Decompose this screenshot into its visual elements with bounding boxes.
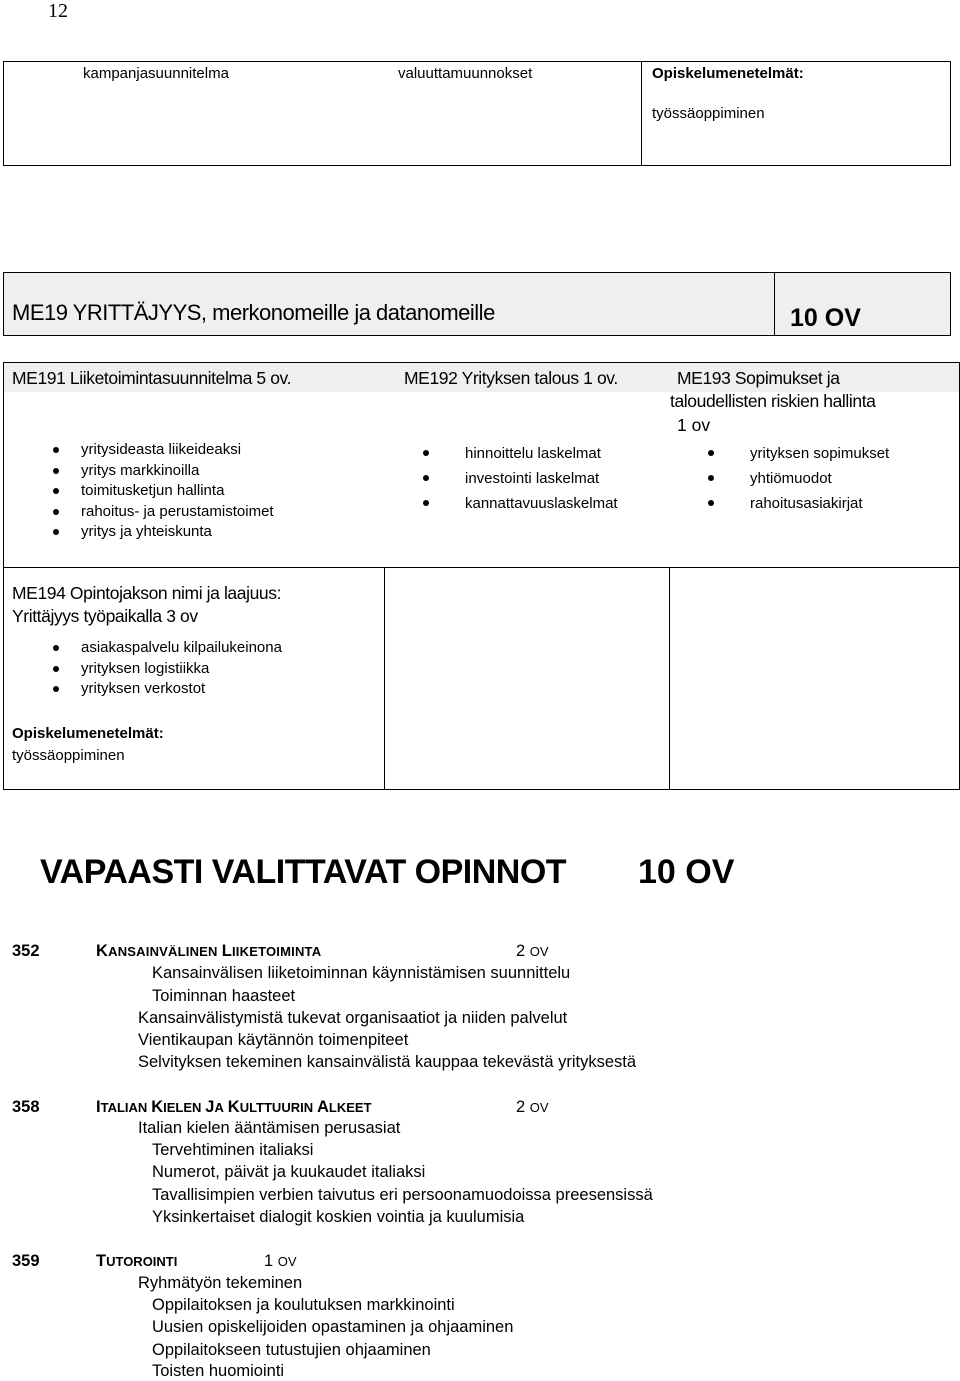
course-358-code: 358 — [12, 1098, 40, 1116]
me194-title-line2: Yrittäjyys työpaikalla 3 ov — [12, 606, 198, 626]
bullet-icon — [53, 686, 59, 692]
list-item: rahoitusasiakirjat — [670, 491, 889, 516]
bullet-icon — [53, 509, 59, 515]
course-358-line-2: Tervehtiminen italiaksi — [152, 1141, 314, 1159]
list-item: kannattavuuslaskelmat — [385, 491, 618, 516]
bullet-icon — [423, 450, 429, 456]
row-divider — [3, 567, 960, 568]
course-359-code: 359 — [12, 1252, 40, 1270]
me192-title: ME192 Yrityksen talous 1 ov. — [404, 368, 618, 388]
course-352-credits: 2 OV — [516, 942, 549, 960]
bullet-icon — [708, 450, 714, 456]
bullet-icon — [53, 468, 59, 474]
elective-credits: 10 OV — [638, 853, 735, 891]
list-item: yrityksen verkostot — [15, 679, 282, 700]
course-359-line-5: Toisten huomiointi — [152, 1362, 285, 1380]
bullet-icon — [53, 529, 59, 535]
col-divider-2 — [669, 567, 670, 790]
me194-title-line1: ME194 Opintojakson nimi ja laajuus: — [12, 583, 282, 603]
bullet-icon — [708, 500, 714, 506]
me193-title-line2: taloudellisten riskien hallinta — [670, 391, 876, 411]
course-359-line-4: Oppilaitokseen tutustujien ohjaaminen — [152, 1341, 431, 1359]
list-item: investointi laskelmat — [385, 466, 618, 491]
bullet-icon — [53, 447, 59, 453]
course-358-name: ITALIAN KIELEN JA KULTTUURIN ALKEET — [96, 1098, 372, 1116]
bullet-icon — [53, 666, 59, 672]
me192-list — [385, 441, 618, 516]
course-359-name: TUTOROINTI — [96, 1252, 178, 1270]
list-item: yritys markkinoilla — [15, 461, 274, 482]
me194-methods-value: työssäoppiminen — [12, 747, 125, 764]
me191-list — [15, 440, 274, 543]
me194-methods-label: Opiskelumenetelmät: — [12, 725, 164, 742]
course-352-line-3: Kansainvälistymistä tukevat organisaatiot ja niiden palvelut — [138, 1009, 568, 1027]
top-table-col-divider-2 — [641, 61, 642, 166]
me191-title: ME191 Liiketoimintasuunnitelma 5 ov. — [12, 368, 292, 388]
course-359-line-1: Ryhmätyön tekeminen — [138, 1274, 303, 1292]
page-number: 12 — [48, 0, 68, 22]
me193-list — [670, 441, 889, 516]
elective-heading-text: VAPAASTI VALITTAVAT OPINNOT — [40, 853, 567, 891]
me193-title-line3: 1 ov — [677, 415, 711, 435]
course-358-line-3: Numerot, päivät ja kuukaudet italiaksi — [152, 1163, 426, 1181]
list-item: toimitusketjun hallinta — [15, 481, 274, 502]
bullet-icon — [53, 645, 59, 651]
list-item: asiakaspalvelu kilpailukeinona — [15, 638, 282, 659]
course-358-credits: 2 OV — [516, 1098, 549, 1116]
course-358-line-1: Italian kielen ääntämisen perusasiat — [138, 1119, 401, 1137]
list-item: yhtiömuodot — [670, 466, 889, 491]
course-358-line-5: Yksinkertaiset dialogit koskien vointia ja kuulumisia — [152, 1208, 525, 1226]
me193-title-line1: ME193 Sopimukset ja — [677, 368, 840, 388]
bullet-icon — [423, 475, 429, 481]
course-359-line-2: Oppilaitoksen ja koulutuksen markkinointi — [152, 1296, 455, 1314]
bullet-icon — [708, 475, 714, 481]
course-352-line-1: Kansainvälisen liiketoiminnan käynnistämisen suunnittelu — [152, 964, 571, 982]
me19-credits: 10 OV — [790, 304, 861, 332]
top-table-methods-value: työssäoppiminen — [652, 105, 765, 122]
col-divider-1 — [384, 567, 385, 790]
course-352-line-4: Vientikaupan käytännön toimenpiteet — [138, 1031, 409, 1049]
course-352-code: 352 — [12, 942, 40, 960]
top-table-col1: kampanjasuunnitelma — [83, 65, 229, 82]
list-item: yrityksen sopimukset — [670, 441, 889, 466]
top-table-col2: valuuttamuunnokset — [398, 65, 533, 82]
list-item: rahoitus- ja perustamistoimet — [15, 502, 274, 523]
list-item: yritys ja yhteiskunta — [15, 522, 274, 543]
list-item: hinnoittelu laskelmat — [385, 441, 618, 466]
course-352-line-2: Toiminnan haasteet — [152, 987, 296, 1005]
list-item: yrityksen logistiikka — [15, 659, 282, 680]
elective-heading — [40, 853, 566, 892]
course-358-line-4: Tavallisimpien verbien taivutus eri persoonamuodoissa preesensissä — [152, 1186, 653, 1204]
top-table-methods-label: Opiskelumenetelmät: — [652, 65, 804, 82]
course-359-credits: 1 OV — [264, 1252, 297, 1270]
bullet-icon — [423, 500, 429, 506]
course-359-line-3: Uusien opiskelijoiden opastaminen ja ohjaaminen — [152, 1318, 514, 1336]
bullet-icon — [53, 488, 59, 494]
course-352-name: KANSAINVÄLINEN LIIKETOIMINTA — [96, 942, 322, 960]
me19-title: ME19 YRITTÄJYYS, merkonomeille ja datanomeille — [12, 300, 495, 325]
course-352-line-5: Selvityksen tekeminen kansainvälistä kauppaa tekevästä yrityksestä — [138, 1053, 637, 1071]
me194-list — [15, 638, 282, 700]
list-item: yritysideasta liikeideaksi — [15, 440, 274, 461]
